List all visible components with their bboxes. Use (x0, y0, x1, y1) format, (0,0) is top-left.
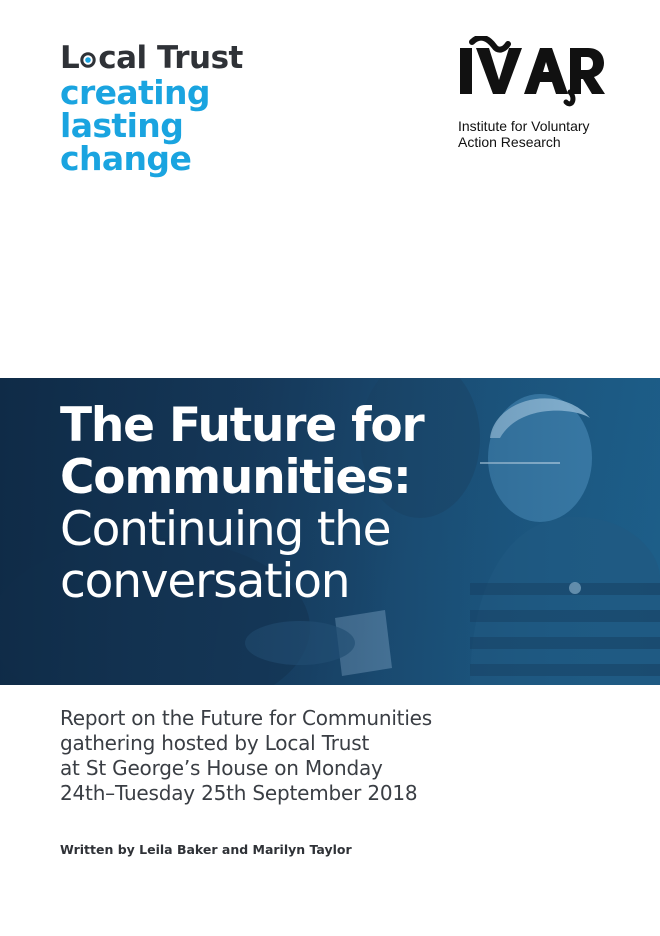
authors-credit: Written by Leila Baker and Marilyn Taylor (60, 842, 352, 857)
ivar-wordmark-icon (458, 36, 608, 108)
local-trust-tagline: creating lasting change (60, 73, 210, 178)
local-trust-name: L cal Trust (60, 40, 243, 76)
hero-banner (0, 378, 660, 685)
report-subtitle: Report on the Future for Communities gathering hosted by Local Trust at St George’s House on Monday 24th–Tuesday 25th September 2018 (60, 706, 433, 805)
ivar-subtitle: Institute for Voluntary Action Research (458, 118, 590, 150)
local-trust-logo (60, 40, 243, 178)
cover-title: The Future for Communities: Continuing the conversation (60, 398, 424, 609)
dot-ring-icon (80, 52, 96, 68)
ivar-logo (458, 36, 618, 150)
